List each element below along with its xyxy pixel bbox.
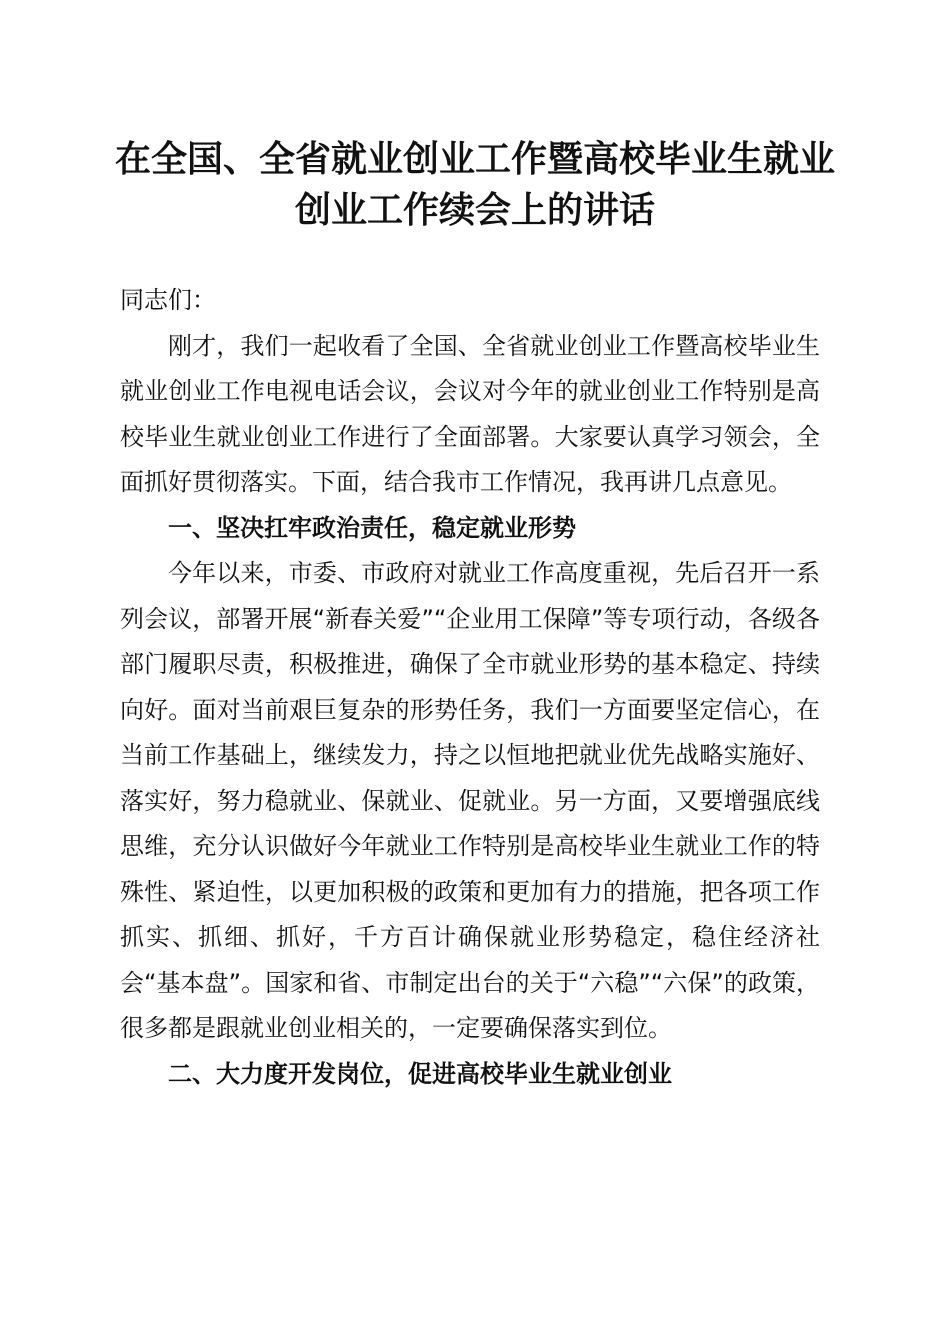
document-title bbox=[100, 134, 850, 236]
section-heading-1: 一、坚决扛牢政治责任，稳定就业形势 bbox=[168, 513, 576, 542]
section-heading-2: 二、大力度开发岗位，促进高校毕业生就业创业 bbox=[168, 1059, 672, 1088]
paragraph-section-1: 今年以来，市委、市政府对就业工作高度重视，先后召开一系列会议，部署开展“新春关爱”“企业用工保障”等专项行动，各级各部门履职尽责，积极推进，确保了全市就业形势的基本稳定、持续向好。面对当前艰巨复杂的形势任务，我们一方面要坚定信心，在当前工作基础上，继续发力，持之以恒地把就业优先战略实施好、落实好，努力稳就业、保就业、促就业。另一方面，又要增强底线思维，充分认识做好今年就业工作特别是高校毕业生就业工作的特殊性、紧迫性，以更加积极的政策和更加有力的措施，把各项工作抓实、抓细、抓好，千方百计确保就业形势稳定，稳住经济社会“基本盘”。国家和省、市制定出台的关于“六稳”“六保”的政策，很多都是跟就业创业相关的，一定要确保落实到位。 bbox=[120, 559, 820, 1042]
document-body bbox=[120, 278, 820, 1097]
title-line-2: 创业工作续会上的讲话 bbox=[294, 189, 655, 231]
title-line-1: 在全国、全省就业创业工作暨高校毕业生就业 bbox=[114, 138, 835, 180]
salutation: 同志们： bbox=[120, 286, 216, 314]
paragraph-intro: 刚才，我们一起收看了全国、全省就业创业工作暨高校毕业生就业创业工作电视电话会议，会议对今年的就业创业工作特别是高校毕业生就业创业工作进行了全面部署。大家要认真学习领会，全面抓好贯彻落实。下面，结合我市工作情况，我再讲几点意见。 bbox=[120, 331, 820, 496]
